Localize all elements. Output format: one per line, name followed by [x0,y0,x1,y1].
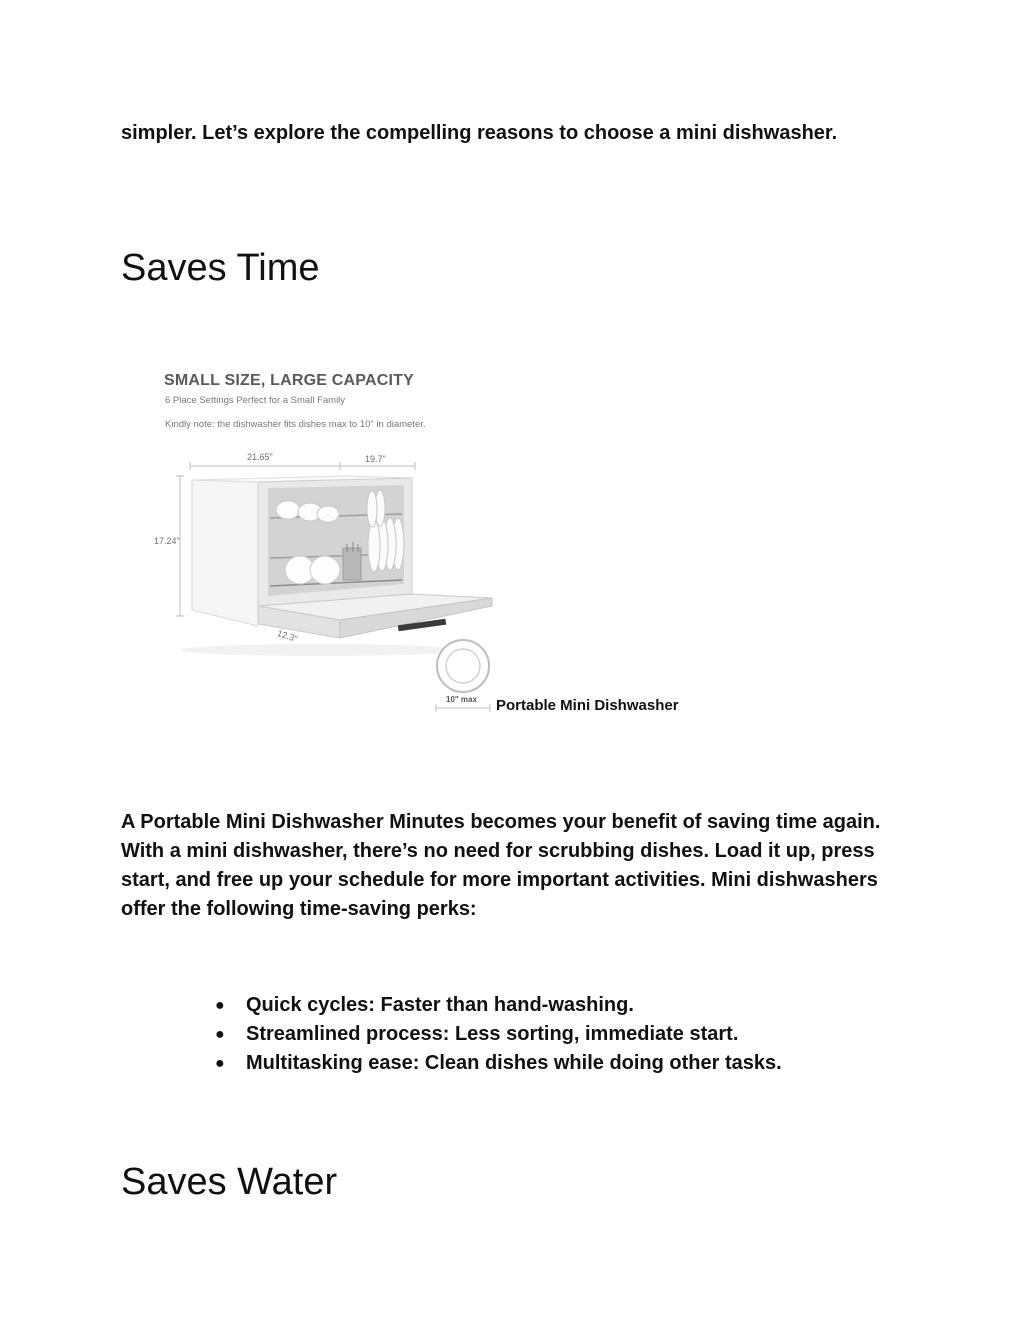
dimension-width-label: 21.65" [247,452,273,462]
figure-note: Kindly note: the dishwasher fits dishes max to 10" in diameter. [165,419,426,430]
list-item [215,1049,782,1078]
image-caption: Portable Mini Dishwasher [496,697,679,714]
list-item-text: Multitasking ease: Clean dishes while doing other tasks. [246,1052,782,1074]
bullet-icon: ● [215,1026,225,1043]
dimension-door-label: 12.3" [275,628,299,644]
bullet-icon: ● [215,1055,225,1072]
figure-title: SMALL SIZE, LARGE CAPACITY [164,372,414,389]
list-item [215,1020,782,1049]
dimension-height-label: 17.24" [154,536,180,546]
list-item [215,991,782,1020]
dishwasher-product-image [150,358,500,718]
intro-paragraph: simpler. Let’s explore the compelling reasons to choose a mini dishwasher. [121,122,838,144]
plate-size-label: 10" max [446,695,477,704]
perks-list [215,991,782,1078]
list-item-text: Quick cycles: Faster than hand-washing. [246,994,634,1016]
dishwasher-illustration [150,358,500,718]
body-paragraph: A Portable Mini Dishwasher Minutes becomes your benefit of saving time again. With a mini dishwasher, there’s no need for scrubbing dishes. Load it up, press start, and free up your schedule for more important activities. Mini dishwashers offer the following time-saving perks: [121,811,881,920]
figure-subtitle: 6 Place Settings Perfect for a Small Family [165,395,346,406]
bullet-icon: ● [215,997,225,1014]
section-heading-saves-time: Saves Time [121,247,320,289]
list-item-text: Streamlined process: Less sorting, immediate start. [246,1023,739,1045]
dimension-depth-label: 19.7" [365,454,386,464]
section-heading-saves-water: Saves Water [121,1161,338,1203]
